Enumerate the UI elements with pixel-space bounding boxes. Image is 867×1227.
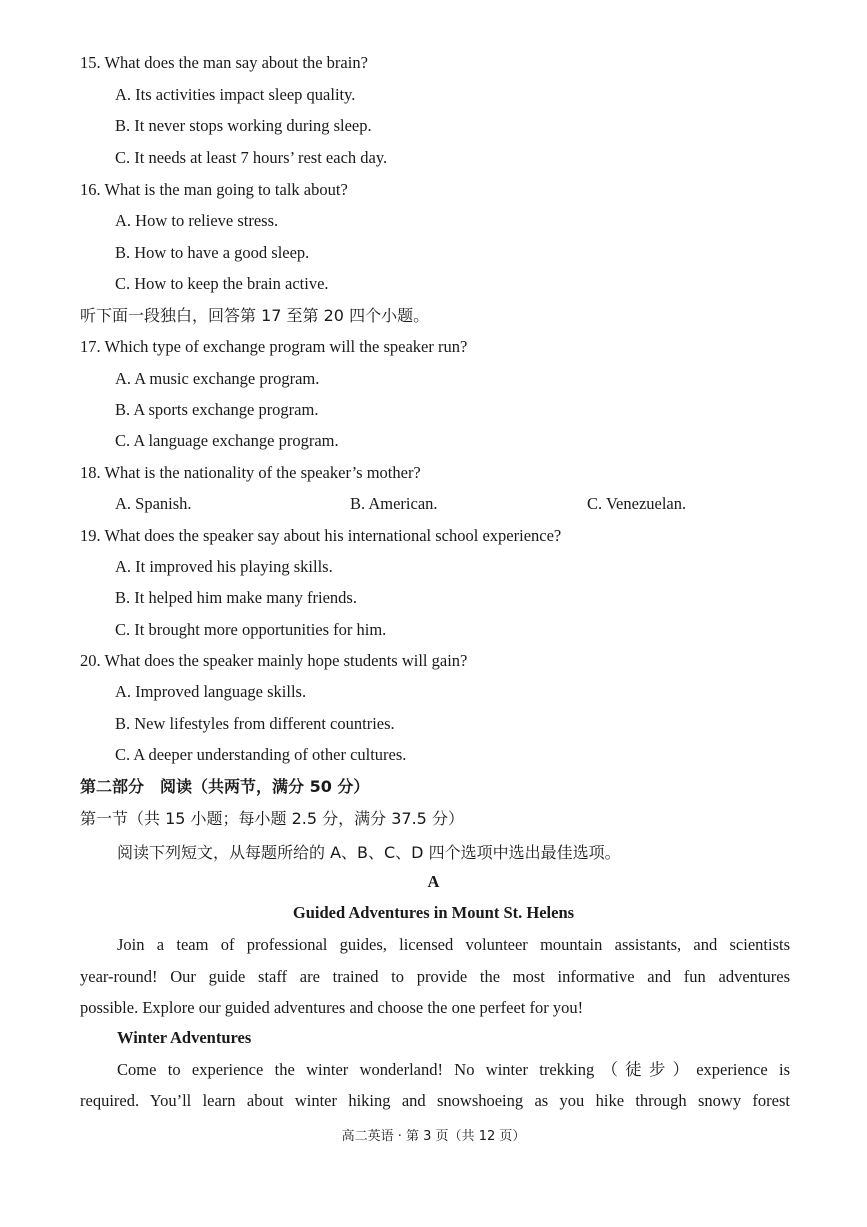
question-16-stem: 16. What is the man going to talk about?	[80, 180, 348, 199]
question-20-option-a: A. Improved language skills.	[115, 682, 307, 701]
passage-letter: A	[427, 872, 440, 891]
passage-para1-line2: year-round! Our guide staff are trained to provide the most informative and fun adventures	[80, 967, 790, 986]
passage-para2-line2: required. You’ll learn about winter hiking and snowshoeing as you hike through snowy forest	[80, 1091, 790, 1110]
question-15-option-c: C. It needs at least 7 hours’ rest each day.	[115, 148, 388, 167]
passage-para1-line3: possible. Explore our guided adventures and choose the one perfeet for you!	[80, 998, 584, 1017]
passage-para2-line1: Come to experience the winter wonderland! No winter trekking（徒步）experience is	[117, 1060, 790, 1079]
section-2-heading: 第二部分 阅读（共两节，满分 50 分）	[80, 777, 370, 796]
question-20-option-b: B. New lifestyles from different countries.	[115, 714, 395, 733]
question-17-option-b: B. A sports exchange program.	[115, 400, 319, 419]
question-19-option-c: C. It brought more opportunities for him.	[115, 620, 387, 639]
reading-instruction: 阅读下列短文，从每题所给的 A、B、C、D 四个选项中选出最佳选项。	[117, 843, 621, 862]
passage-para1-line1: Join a team of professional guides, licensed volunteer mountain assistants, and scientists	[117, 935, 790, 954]
question-15-option-b: B. It never stops working during sleep.	[115, 116, 372, 135]
question-16-option-b: B. How to have a good sleep.	[115, 243, 310, 262]
question-15-option-a: A. Its activities impact sleep quality.	[115, 85, 356, 104]
section-2-subheading: 第一节（共 15 小题；每小题 2.5 分，满分 37.5 分）	[80, 809, 464, 828]
question-19-option-b: B. It helped him make many friends.	[115, 588, 357, 607]
question-17-option-a: A. A music exchange program.	[115, 369, 320, 388]
question-18-stem: 18. What is the nationality of the speaker’s mother?	[80, 463, 421, 482]
question-18-option-c: C. Venezuelan.	[587, 494, 687, 513]
question-18-option-a: A. Spanish.	[115, 494, 192, 513]
question-19-option-a: A. It improved his playing skills.	[115, 557, 333, 576]
passage-subheading: Winter Adventures	[117, 1028, 252, 1047]
question-20-stem: 20. What does the speaker mainly hope students will gain?	[80, 651, 468, 670]
page-footer: 高二英语 · 第 3 页（共 12 页）	[341, 1129, 526, 1144]
question-17-stem: 17. Which type of exchange program will the speaker run?	[80, 337, 468, 356]
question-16-option-c: C. How to keep the brain active.	[115, 274, 329, 293]
question-18-option-b: B. American.	[350, 494, 438, 513]
question-15-stem: 15. What does the man say about the brain?	[80, 53, 368, 72]
question-17-option-c: C. A language exchange program.	[115, 431, 339, 450]
question-19-stem: 19. What does the speaker say about his international school experience?	[80, 526, 562, 545]
question-16-option-a: A. How to relieve stress.	[115, 211, 279, 230]
question-20-option-c: C. A deeper understanding of other cultures.	[115, 745, 407, 764]
listening-instruction: 听下面一段独白，回答第 17 至第 20 四个小题。	[80, 306, 430, 325]
passage-title: Guided Adventures in Mount St. Helens	[292, 903, 575, 922]
